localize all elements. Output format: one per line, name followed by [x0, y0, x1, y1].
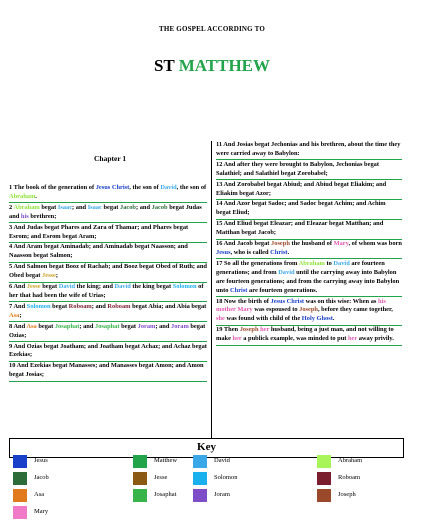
verse-text: , before they came together, — [317, 306, 393, 314]
left-column — [9, 141, 207, 438]
verse — [9, 204, 207, 223]
verse-text: ; and — [79, 322, 95, 330]
verse-text: 16 And Jacob begat — [216, 240, 272, 248]
name-highlight: Jacob — [151, 203, 168, 211]
key-label: Joseph — [338, 491, 356, 498]
verse-text: 12 And after they were brought to Babylon, Jechonias begat Salathiel; and Salathiel begat Zorobabel; — [216, 160, 379, 177]
title-st: ST — [153, 56, 175, 75]
key-swatch — [133, 472, 147, 485]
name-highlight: David — [114, 283, 131, 291]
verse — [216, 240, 402, 259]
name-highlight: Christ — [230, 286, 248, 294]
name-highlight: she — [216, 315, 225, 323]
verse-text: brethren; — [28, 212, 57, 220]
verse-text: begat Judas and — [9, 203, 202, 220]
key-swatch — [133, 455, 147, 468]
name-highlight: Jacob — [120, 203, 136, 211]
right-column — [216, 141, 402, 438]
name-highlight: his — [20, 212, 29, 220]
verse-text: 9 And Ozias begat Joatham; and Joatham begat Achaz; and Achaz begat Ezekias; — [9, 342, 207, 359]
chapter-heading: Chapter 1 — [94, 154, 127, 163]
key-swatch — [193, 472, 207, 485]
verse — [216, 220, 402, 239]
name-highlight: Roboam — [107, 302, 131, 310]
verse — [216, 181, 402, 200]
verse — [9, 303, 207, 322]
verse-text: ; — [19, 311, 22, 319]
name-highlight: Abraham — [298, 259, 325, 267]
name-highlight: David — [58, 283, 76, 291]
verse — [216, 298, 402, 326]
verse-text: 13 And Zorobabel begat Abiud; and Abiud begat Eliakim; and Eliakim begat Azor; — [216, 180, 387, 197]
verse-text: to — [324, 259, 334, 267]
verse-text: 5 And Salmon begat Booz of Rachab; and Booz begat Obed of Ruth; and Obed begat — [9, 263, 207, 280]
name-highlight: Jesus Christ — [270, 297, 305, 305]
verse-text: the king begat — [130, 283, 173, 291]
left-verse-list — [9, 184, 207, 382]
verse — [216, 326, 402, 345]
name-highlight: Isaac — [57, 203, 73, 211]
name-highlight: Asa — [9, 311, 20, 319]
book-title — [0, 56, 424, 76]
name-highlight: David — [160, 184, 177, 191]
verse-text: ; and — [135, 203, 152, 211]
verse-text: husband, being a just man, and not willing to make — [216, 326, 394, 343]
key-swatch — [317, 472, 331, 485]
verse-text: 11 And Josias begat Jechonias and his brethren, about the time they were carried away to Babylon: — [216, 141, 401, 157]
verse-text: , the son of — [129, 184, 161, 191]
name-highlight: Asa — [26, 322, 37, 330]
verse-text: . — [287, 248, 290, 256]
key-label: Jesse — [154, 474, 168, 481]
key-swatch — [317, 455, 331, 468]
name-highlight: Josaphat — [54, 322, 80, 330]
verse-text: was on this wise: When as — [304, 297, 378, 305]
name-highlight: Christ — [270, 248, 288, 256]
verse-text: ; and — [91, 302, 108, 310]
verse — [9, 283, 207, 302]
verse-text: ; and — [155, 322, 172, 330]
verse — [9, 362, 207, 381]
book-subtitle: THE GOSPEL ACCORDING TO — [158, 25, 266, 33]
verse-text: begat — [119, 322, 138, 330]
key-label: Joram — [214, 491, 230, 498]
key-label: Josaphat — [154, 491, 177, 498]
key-swatch — [13, 455, 27, 468]
key-swatch — [193, 455, 207, 468]
verse-text: was found with child of the — [224, 315, 302, 323]
verse — [9, 263, 207, 282]
name-highlight: Abraham — [9, 192, 36, 200]
verse — [9, 243, 207, 262]
key-label: Matthew — [154, 457, 178, 464]
key-label: Asa — [34, 491, 45, 498]
key-label: Roboam — [338, 474, 361, 481]
name-highlight: Jesus Christ — [95, 184, 130, 191]
verse-text: 3 And Judas begat Phares and Zara of Thamar; and Phares begat Esrom; and Esrom begat Aram; — [9, 223, 189, 240]
name-highlight: Josaphat — [95, 322, 120, 330]
verse-text: away privily. — [357, 335, 394, 343]
verse-text: . — [332, 315, 335, 323]
verse-text: begat — [39, 203, 58, 211]
verse-text: are fourteen generations; and from — [216, 259, 385, 276]
key-swatch — [133, 489, 147, 502]
name-highlight: Holy Ghost — [301, 315, 333, 323]
name-highlight: Joseph — [239, 326, 259, 334]
key-label: Mary — [34, 508, 49, 515]
key-label: Jacob — [34, 474, 49, 481]
name-highlight: Mary — [333, 240, 349, 248]
title-matthew: MATTHEW — [178, 56, 271, 75]
verse-text: . — [35, 192, 37, 200]
verse — [9, 184, 207, 203]
verse-text: 6 And — [9, 283, 27, 291]
key-swatch — [193, 489, 207, 502]
verse-text: begat Ozias; — [9, 322, 206, 339]
name-highlight: David — [278, 268, 295, 276]
name-highlight: his mother Mary — [216, 297, 386, 314]
key-swatch — [13, 472, 27, 485]
verse-text: ; — [55, 272, 59, 280]
key-swatch — [317, 489, 331, 502]
verse — [9, 343, 207, 362]
name-highlight: her — [348, 335, 358, 343]
verse-text: 19 Then — [216, 326, 240, 334]
column-divider — [211, 141, 212, 438]
key-row — [13, 472, 413, 487]
verse — [216, 161, 402, 180]
key-row — [13, 506, 413, 521]
verse-text: 14 And Azor begat Sadoc; and Sadoc begat Achim; and Achim begat Eliud; — [216, 200, 386, 217]
verse-text: 15 And Eliud begat Eleazar; and Eleazar begat Matthan; and Matthan begat Jacob; — [216, 220, 384, 237]
name-highlight: Abraham — [13, 203, 40, 211]
verse-text: ; and — [72, 203, 88, 211]
verse-text: begat — [101, 203, 120, 211]
verse-text: 8 And — [9, 322, 27, 330]
verse-text: begat — [36, 322, 55, 330]
name-highlight: David — [333, 259, 350, 267]
verse — [9, 323, 207, 342]
key-label: Abraham — [338, 457, 363, 464]
verse-text: 18 Now the birth of — [216, 297, 271, 305]
verse-text: , who is called — [230, 248, 271, 256]
verse-text: 1 The book of the generation of — [9, 184, 96, 191]
verse-text: , the son of — [176, 184, 207, 191]
name-highlight: Jesse — [26, 283, 41, 291]
verse — [216, 141, 402, 160]
name-highlight: her — [232, 335, 242, 343]
key-row — [13, 489, 413, 504]
verse-text: , of whom was born — [348, 240, 402, 248]
key-swatch — [13, 489, 27, 502]
verse-text: 4 And Aram begat Aminadab; and Aminadab begat Naasson; and Naasson begat Salmon; — [9, 243, 188, 260]
verse-text: are fourteen generations. — [247, 286, 318, 294]
name-highlight: Joseph — [271, 240, 290, 248]
verse-text: until the carrying away into Babylon are fourteen generations; and from the carrying away into Babylon unto — [216, 268, 400, 294]
key-swatch — [13, 506, 27, 519]
verse-text: of her that had been the wife of Urias; — [9, 283, 204, 299]
verse-text: begat Abia; and Abia begat — [130, 302, 207, 310]
verse-text: a publick example, was minded to put — [241, 335, 348, 343]
verse-text: 10 And Ezekias begat Manasses; and Manasses begat Amon; and Amon begat Josias; — [9, 362, 204, 379]
verse-text: was espoused to — [252, 306, 300, 314]
key-label: Solomon — [214, 474, 238, 481]
verse — [9, 224, 207, 243]
verse-text: the husband of — [289, 240, 334, 248]
key-row — [13, 455, 413, 470]
verse-text: 17 So all the generations from — [216, 259, 299, 267]
key-label: David — [214, 457, 230, 464]
verse-text: 2 — [9, 203, 14, 211]
verse-text: begat — [40, 283, 59, 291]
name-highlight: her — [260, 326, 270, 334]
name-highlight: Isaac — [87, 203, 102, 211]
name-highlight: Solomon — [26, 302, 51, 310]
text-columns — [9, 141, 402, 438]
verse — [216, 200, 402, 219]
name-highlight: Jesus — [216, 248, 231, 256]
verse-text: begat — [50, 302, 69, 310]
name-highlight: Joram — [137, 322, 156, 330]
name-highlight: Roboam — [68, 302, 92, 310]
name-highlight: Joram — [171, 322, 189, 330]
name-highlight: Solomon — [172, 283, 197, 291]
verse — [216, 260, 402, 297]
right-verse-list — [216, 141, 402, 346]
key-title: Key — [197, 441, 216, 453]
key-label: Jesus — [34, 457, 48, 464]
verse-text: 7 And — [9, 302, 27, 310]
verse-text: the king; and — [75, 283, 115, 291]
name-highlight: Joseph — [299, 306, 318, 314]
name-highlight: Jesse — [42, 272, 56, 280]
